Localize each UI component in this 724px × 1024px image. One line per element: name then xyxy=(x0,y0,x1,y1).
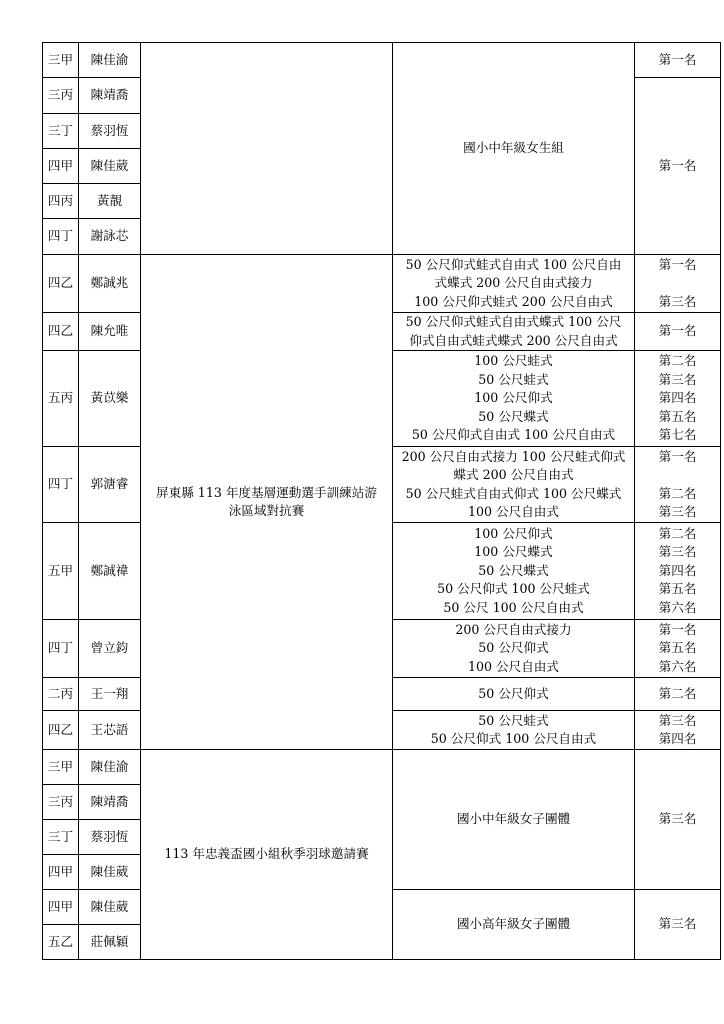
rank-cell: 第三名 xyxy=(635,890,721,960)
rank-cell xyxy=(635,351,721,447)
event-cell xyxy=(393,313,635,351)
student-name: 莊佩穎 xyxy=(79,925,141,960)
event-cell xyxy=(393,255,635,313)
student-name: 郭溏睿 xyxy=(79,447,141,523)
event-line: 100 公尺蛙式 xyxy=(474,353,553,369)
event-line: 仰式自由式蛙式蝶式 200 公尺自由式 xyxy=(409,332,618,348)
rank-line: 第一名 xyxy=(658,448,697,464)
event-cell xyxy=(393,711,635,750)
rank-line: 第四名 xyxy=(658,731,697,746)
student-name: 陳允唯 xyxy=(79,313,141,351)
student-name: 陳佳葳 xyxy=(79,855,141,890)
class-cell: 三甲 xyxy=(43,43,79,78)
rank-line: 第四名 xyxy=(658,562,697,578)
event-line: 200 公尺自由式接力 xyxy=(455,621,572,637)
event-line: 50 公尺仰式蛙式自由式蝶式 100 公尺 xyxy=(405,314,622,329)
student-name: 曾立鈞 xyxy=(79,620,141,678)
event-cell xyxy=(393,678,635,711)
table-row xyxy=(43,255,721,313)
rank-line: 第二名 xyxy=(658,685,697,701)
awards-table xyxy=(42,42,721,960)
rank-line: 第一名 xyxy=(658,323,697,339)
rank-line: 第五名 xyxy=(658,581,697,597)
class-cell: 三丙 xyxy=(43,78,79,114)
table-row xyxy=(43,43,721,78)
rank-line: 第三名 xyxy=(658,504,697,519)
event-line: 100 公尺仰式 xyxy=(474,525,553,541)
student-name: 鄭誠兆 xyxy=(79,255,141,313)
event-line: 50 公尺仰式 100 公尺自由式 xyxy=(430,731,597,746)
event-cell xyxy=(393,447,635,523)
event-line: 50 公尺仰式 100 公尺蛙式 xyxy=(437,581,590,597)
rank-line: 第二名 xyxy=(658,485,697,501)
competition-cell: 113 年忠義盃國小組秋季羽球邀請賽 xyxy=(141,750,393,960)
class-cell: 四丙 xyxy=(43,184,79,219)
rank-cell xyxy=(635,313,721,351)
event-line: 50 公尺仰式自由式 100 公尺自由式 xyxy=(411,427,616,443)
rank-cell: 第一名 xyxy=(635,43,721,78)
class-cell: 四丁 xyxy=(43,620,79,678)
competition-line: 泳區域對抗賽 xyxy=(228,503,305,518)
event-line: 50 公尺仰式蛙式自由式 100 公尺自由 xyxy=(405,256,622,272)
rank-line: 第一名 xyxy=(658,621,697,637)
rank-cell: 第一名 xyxy=(635,78,721,255)
student-name: 王一翔 xyxy=(79,678,141,711)
event-cell: 國小高年級女子團體 xyxy=(393,890,635,960)
student-name: 蔡羽恆 xyxy=(79,820,141,855)
event-line: 100 公尺仰式蛙式 200 公尺自由式 xyxy=(414,293,613,309)
student-name: 黃靚 xyxy=(79,184,141,219)
event-cell xyxy=(393,523,635,620)
class-cell: 四丁 xyxy=(43,447,79,523)
rank-cell: 第三名 xyxy=(635,750,721,890)
rank-line: 第二名 xyxy=(658,525,697,541)
class-cell: 三丁 xyxy=(43,820,79,855)
event-line: 50 公尺蛙式 xyxy=(478,712,549,728)
class-cell: 三丙 xyxy=(43,785,79,820)
rank-line: 第六名 xyxy=(658,658,697,674)
competition-cell xyxy=(141,255,393,750)
student-name: 陳靖喬 xyxy=(79,78,141,114)
event-cell: 國小中年級女生組 xyxy=(393,43,635,255)
competition-line: 屏東縣 113 年度基層運動選手訓練站游 xyxy=(156,484,377,500)
event-cell xyxy=(393,351,635,447)
rank-line: 第六名 xyxy=(658,599,697,615)
class-cell: 三丁 xyxy=(43,114,79,149)
rank-cell xyxy=(635,523,721,620)
table-row xyxy=(43,750,721,785)
class-cell: 四甲 xyxy=(43,149,79,184)
student-name: 黃苡樂 xyxy=(79,351,141,447)
rank-line: 第三名 xyxy=(658,371,697,387)
event-line: 蝶式 200 公尺自由式 xyxy=(453,467,574,482)
rank-line: 第三名 xyxy=(658,544,697,560)
event-line: 50 公尺仰式 xyxy=(478,685,549,701)
rank-cell xyxy=(635,255,721,313)
class-cell: 四甲 xyxy=(43,855,79,890)
student-name: 鄭誠禕 xyxy=(79,523,141,620)
class-cell: 四乙 xyxy=(43,255,79,313)
event-line: 式蝶式 200 公尺自由式接力 xyxy=(434,275,593,291)
student-name: 陳佳渝 xyxy=(79,43,141,78)
event-line: 50 公尺蝶式 xyxy=(478,562,549,578)
student-name: 蔡羽恆 xyxy=(79,114,141,149)
rank-line: 第七名 xyxy=(658,427,697,443)
class-cell: 五甲 xyxy=(43,523,79,620)
event-line: 50 公尺蛙式自由式仰式 100 公尺蝶式 xyxy=(405,485,622,501)
rank-cell xyxy=(635,620,721,678)
event-line: 100 公尺自由式 xyxy=(467,504,559,519)
class-cell: 二丙 xyxy=(43,678,79,711)
event-line: 100 公尺仰式 xyxy=(474,390,553,406)
event-cell xyxy=(393,620,635,678)
event-line: 100 公尺蝶式 xyxy=(474,544,553,560)
rank-line: 第四名 xyxy=(658,390,697,406)
rank-line: 第三名 xyxy=(658,293,697,309)
event-line: 50 公尺 100 公尺自由式 xyxy=(443,599,584,615)
rank-line: 第五名 xyxy=(658,408,697,424)
student-name: 陳佳葳 xyxy=(79,890,141,925)
class-cell: 三甲 xyxy=(43,750,79,785)
class-cell: 四甲 xyxy=(43,890,79,925)
rank-cell xyxy=(635,711,721,750)
event-line: 50 公尺蝶式 xyxy=(478,408,549,424)
student-name: 謝詠芯 xyxy=(79,219,141,255)
event-line: 100 公尺自由式 xyxy=(467,658,559,674)
class-cell: 四乙 xyxy=(43,313,79,351)
student-name: 陳靖喬 xyxy=(79,785,141,820)
rank-line: 第五名 xyxy=(658,640,697,656)
student-name: 王芯語 xyxy=(79,711,141,750)
rank-line: 第二名 xyxy=(658,353,697,369)
event-line: 50 公尺仰式 xyxy=(478,640,549,656)
event-line: 200 公尺自由式接力 100 公尺蛙式仰式 xyxy=(401,448,626,464)
class-cell: 四乙 xyxy=(43,711,79,750)
rank-cell xyxy=(635,447,721,523)
rank-line: 第三名 xyxy=(658,712,697,728)
rank-line: 第一名 xyxy=(658,256,697,272)
class-cell: 四丁 xyxy=(43,219,79,255)
event-line: 50 公尺蛙式 xyxy=(478,371,549,387)
rank-cell xyxy=(635,678,721,711)
class-cell: 五丙 xyxy=(43,351,79,447)
class-cell: 五乙 xyxy=(43,925,79,960)
student-name: 陳佳葳 xyxy=(79,149,141,184)
event-cell: 國小中年級女子團體 xyxy=(393,750,635,890)
competition-cell xyxy=(141,43,393,255)
student-name: 陳佳渝 xyxy=(79,750,141,785)
